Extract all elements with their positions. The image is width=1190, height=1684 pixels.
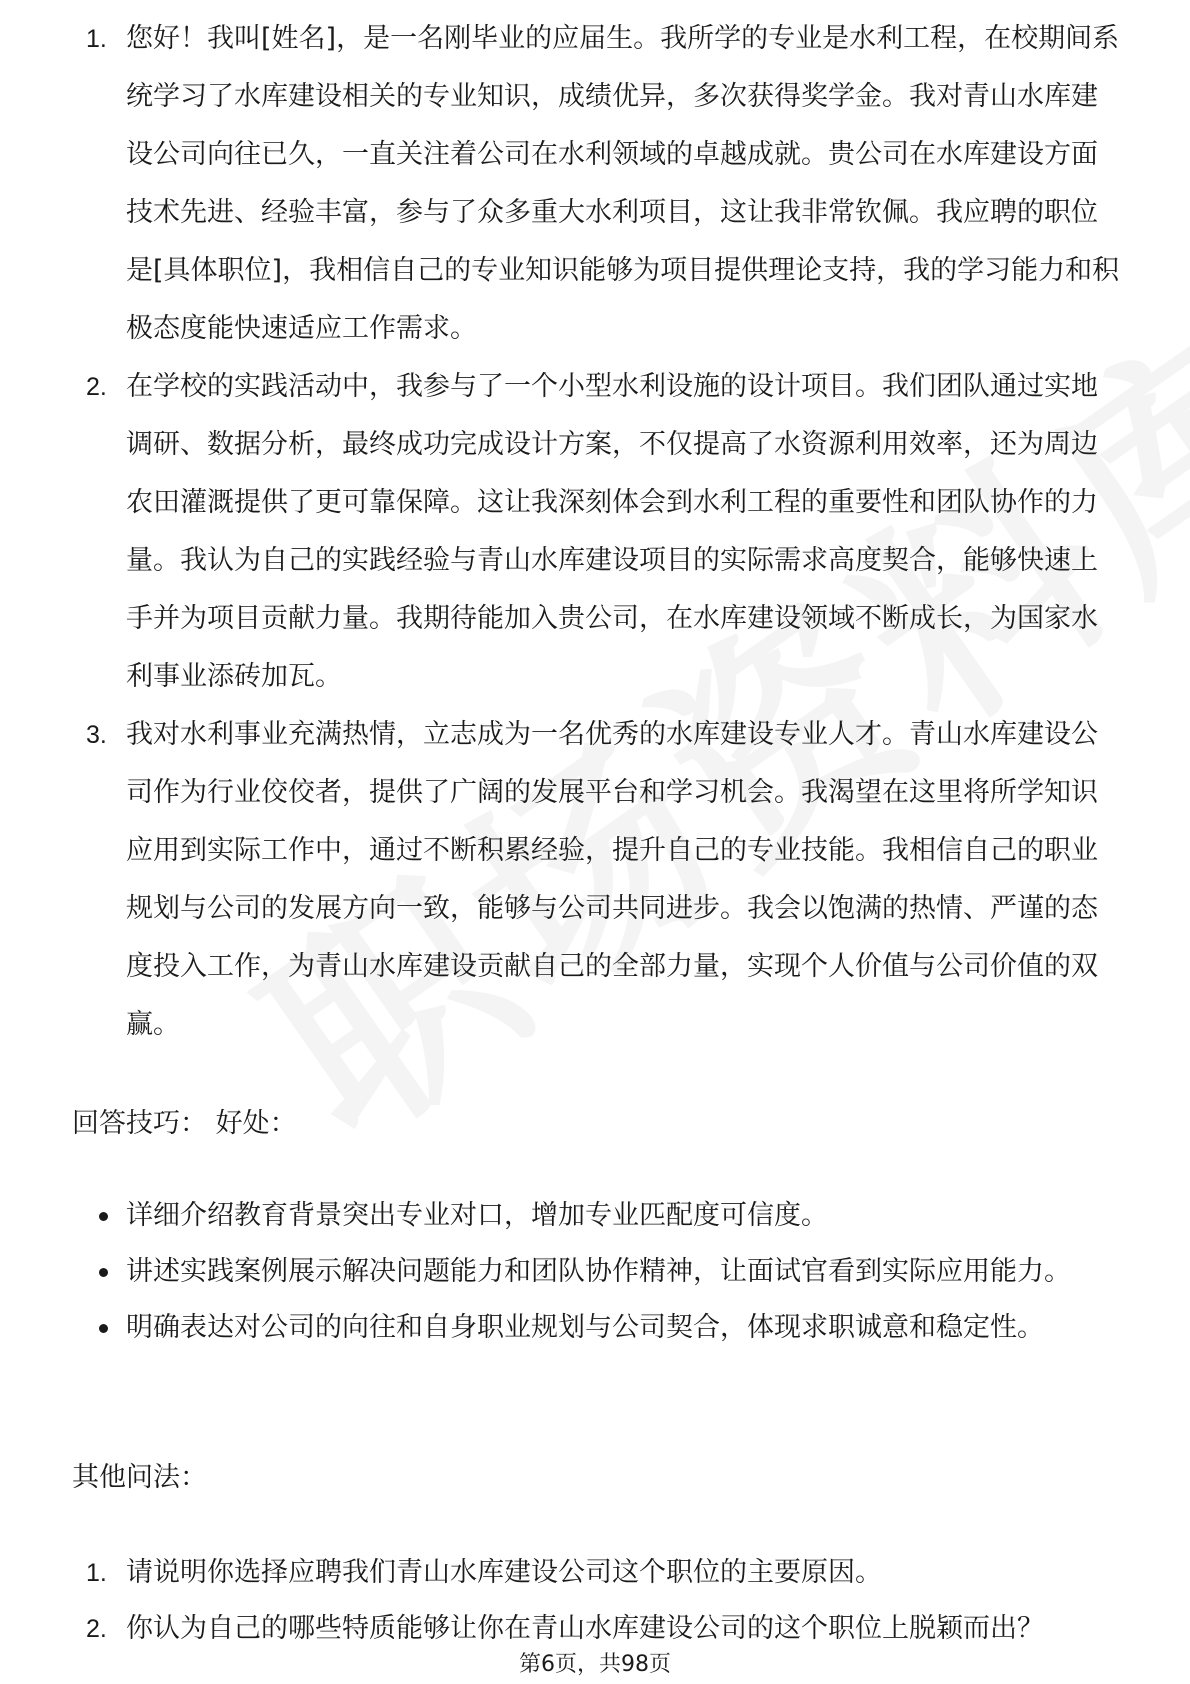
answer-text: 您好！我叫[姓名]，是一名刚毕业的应届生。我所学的专业是水利工程，在校期间系统学习了水库建设相关的专业知识，成绩优异，多次获得奖学金。我对青山水库建设公司向往已久，一直关注着公司在水利领域的卓越成就。贵公司在水库建设方面技术先进、经验丰富，参与了众多重大水利项目，这让我非常钦佩。我应聘的职位是[具体职位]，我相信自己的专业知识能够为项目提供理论支持，我的学习能力和积极态度能快速适应工作需求。 — [126, 23, 1120, 344]
list-number: 3. — [86, 721, 107, 749]
other-question-text: 请说明你选择应聘我们青山水库建设公司这个职位的主要原因。 — [126, 1557, 882, 1588]
others-heading: 其他问法： — [72, 1462, 207, 1493]
answer-text: 我对水利事业充满热情，立志成为一名优秀的水库建设专业人才。青山水库建设公司作为行业佼佼者，提供了广阔的发展平台和学习机会。我渴望在这里将所学知识应用到实际工作中，通过不断积累经验，提升自己的专业技能。我相信自己的职业规划与公司的发展方向一致，能够与公司共同进步。我会以饱满的热情、严谨的态度投入工作，为青山水库建设贡献自己的全部力量，实现个人价值与公司价值的双赢。 — [126, 719, 1098, 1040]
page-footer: 第6页，共98页 — [519, 1652, 671, 1677]
other-question-item — [80, 1601, 1120, 1657]
tip-item — [80, 1188, 1120, 1244]
tip-text: 讲述实践案例展示解决问题能力和团队协作精神，让面试官看到实际应用能力。 — [126, 1256, 1071, 1287]
tip-item — [80, 1300, 1120, 1356]
answer-item-2 — [80, 358, 1120, 706]
tip-text: 明确表达对公司的向往和自身职业规划与公司契合，体现求职诚意和稳定性。 — [126, 1312, 1044, 1343]
bullet-icon — [99, 1268, 108, 1277]
answer-item-3 — [80, 706, 1120, 1054]
answer-text: 在学校的实践活动中，我参与了一个小型水利设施的设计项目。我们团队通过实地调研、数据分析，最终成功完成设计方案，不仅提高了水资源利用效率，还为周边农田灌溉提供了更可靠保障。这让我深刻体会到水利工程的重要性和团队协作的力量。我认为自己的实践经验与青山水库建设项目的实际需求高度契合，能够快速上手并为项目贡献力量。我期待能加入贵公司，在水库建设领域不断成长，为国家水利事业添砖加瓦。 — [126, 371, 1098, 692]
list-number: 1. — [86, 1559, 107, 1587]
tip-item — [80, 1244, 1120, 1300]
tips-heading: 回答技巧： 好处： — [72, 1108, 297, 1139]
other-question-text: 你认为自己的哪些特质能够让你在青山水库建设公司的这个职位上脱颖而出？ — [126, 1613, 1044, 1644]
list-number: 2. — [86, 1615, 107, 1643]
answer-item-1 — [80, 10, 1120, 358]
list-number: 1. — [86, 25, 107, 53]
answer-list — [80, 23, 1120, 1054]
other-questions-list — [80, 1545, 1120, 1657]
other-question-item — [80, 1545, 1120, 1601]
tips-list — [80, 1188, 1120, 1356]
bullet-icon — [99, 1212, 108, 1221]
list-number: 2. — [86, 373, 107, 401]
tip-text: 详细介绍教育背景突出专业对口，增加专业匹配度可信度。 — [126, 1200, 828, 1231]
bullet-icon — [99, 1324, 108, 1333]
